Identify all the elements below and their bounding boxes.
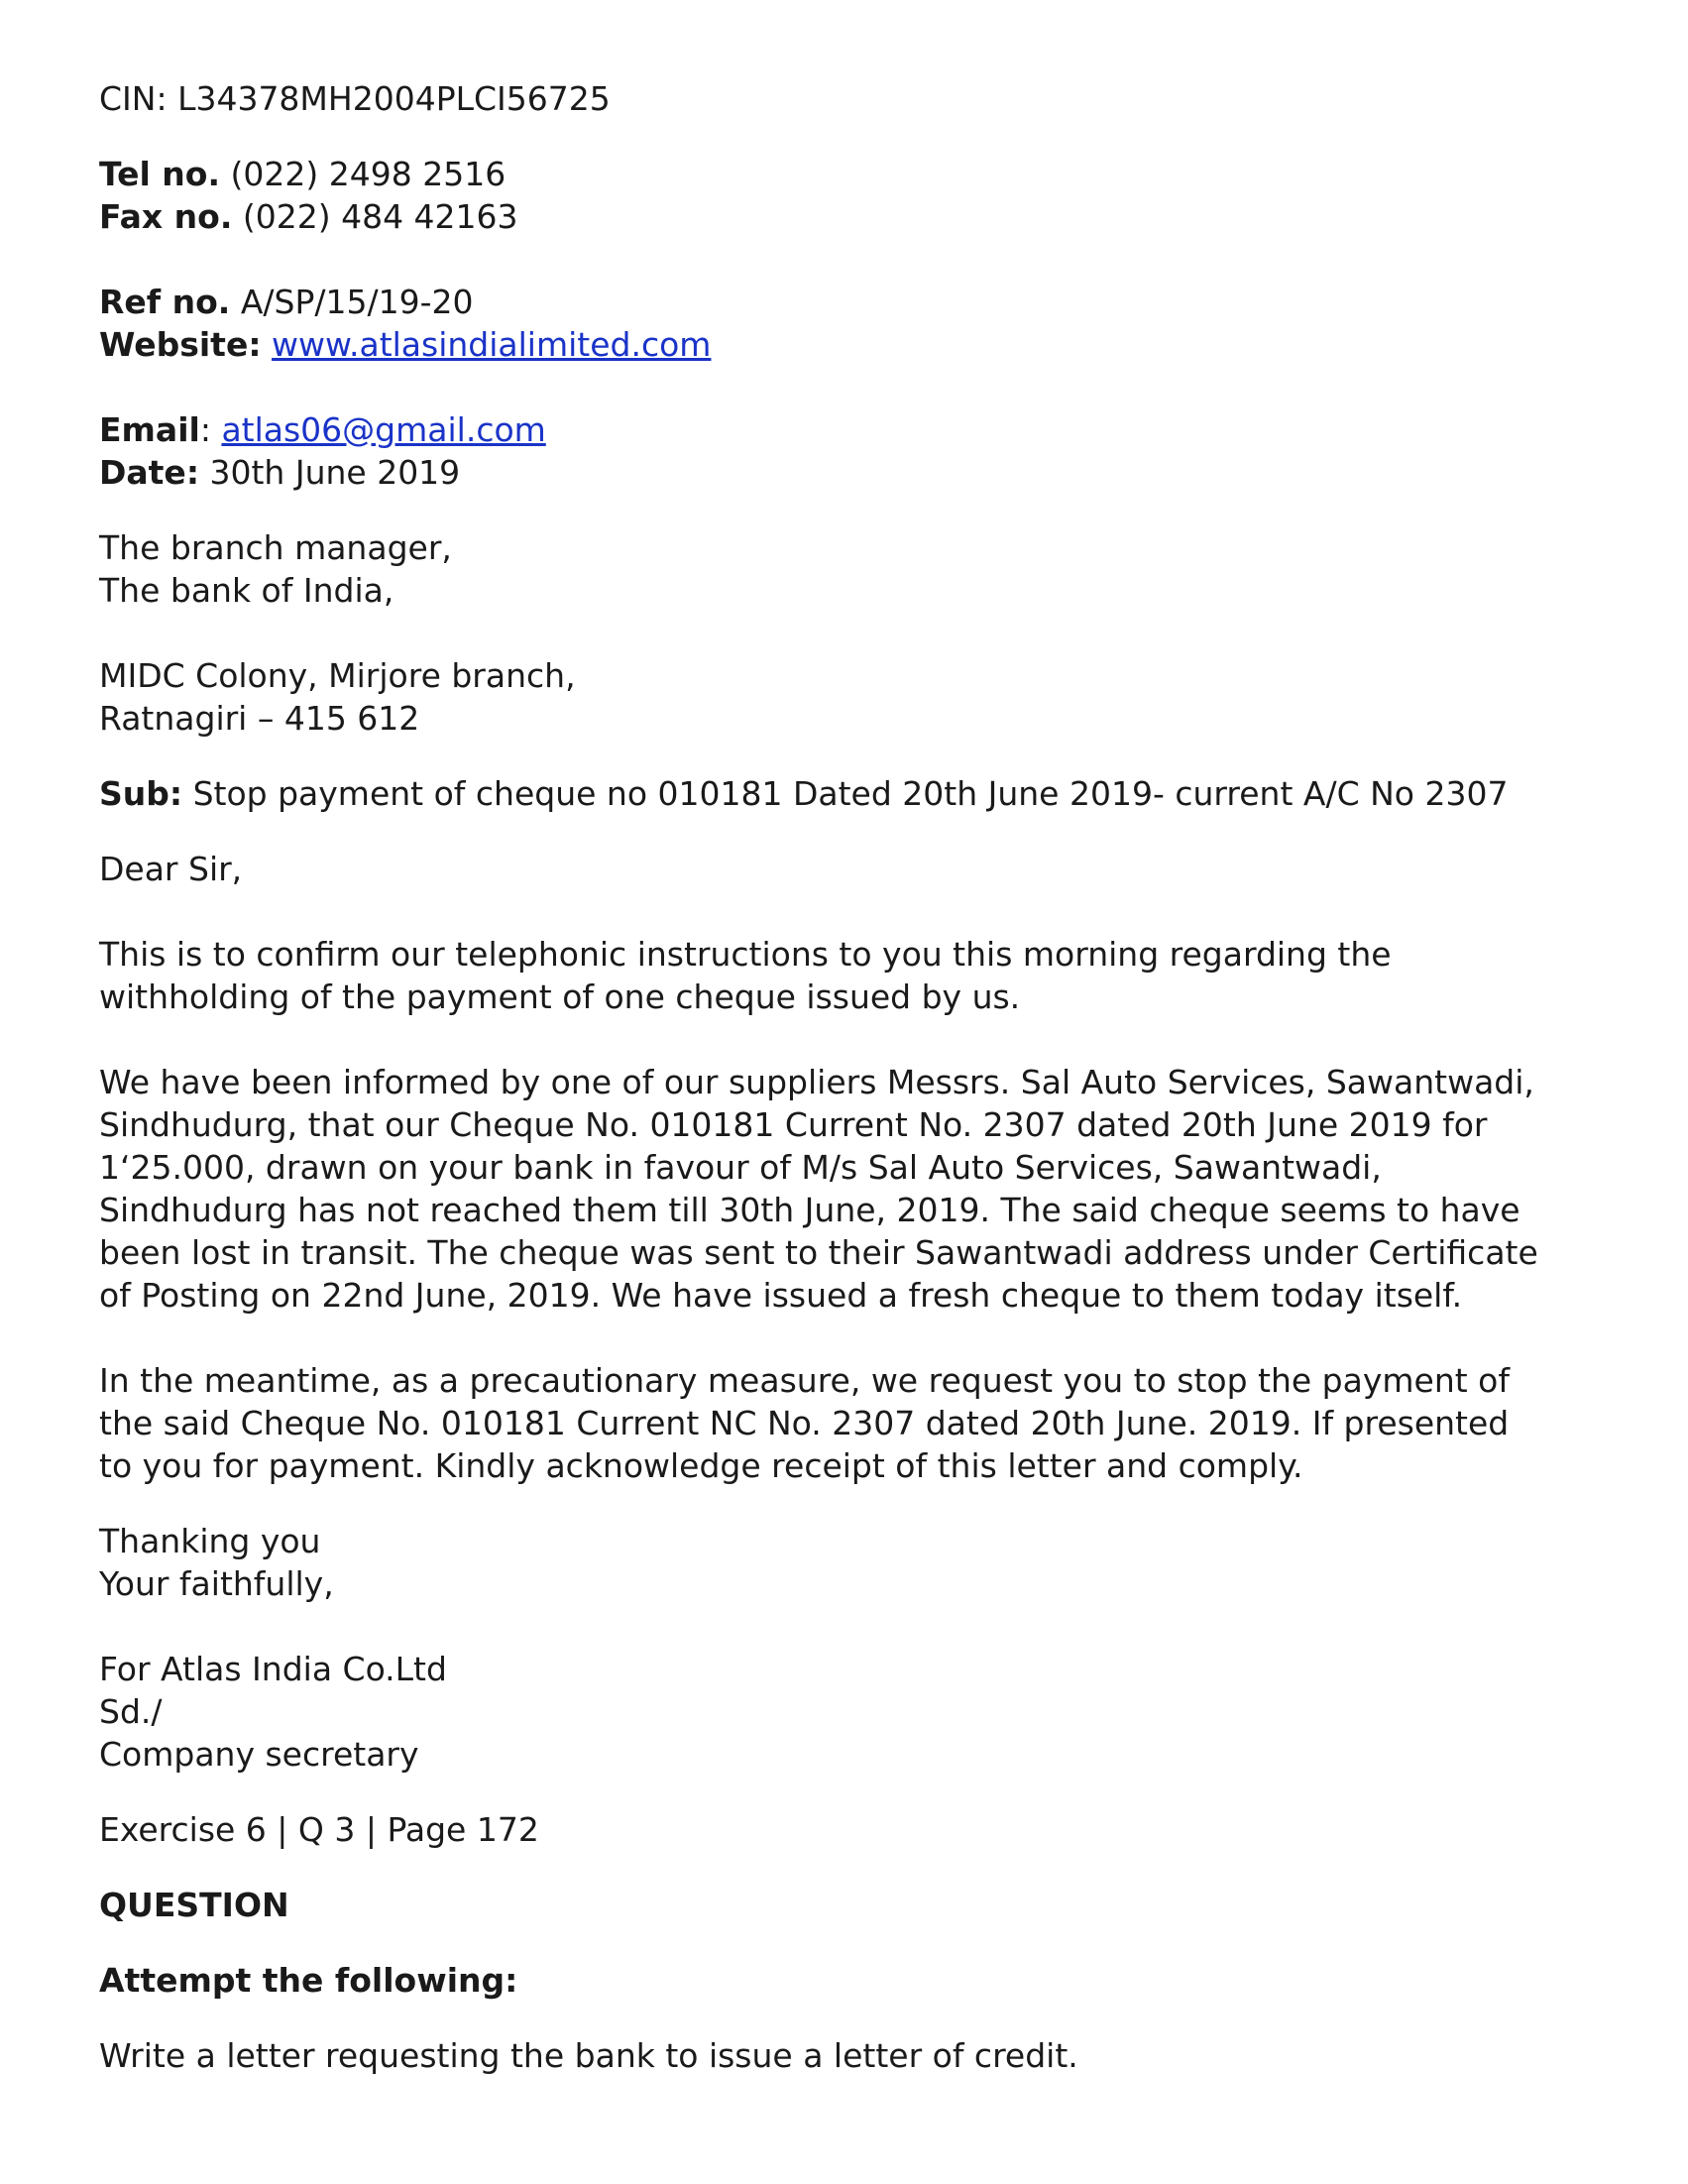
- recipient-line-2: The bank of India,: [99, 571, 394, 610]
- body-p1-line-2: withholding of the payment of one cheque issued by us.: [99, 977, 1021, 1016]
- subject-text: Stop payment of cheque no 010181 Dated 20th June 2019- current A/C No 2307: [182, 774, 1509, 813]
- email-label: Email: [99, 410, 200, 449]
- website-line: [99, 323, 1606, 366]
- question-text: Write a letter requesting the bank to issue a letter of credit.: [99, 2036, 1078, 2075]
- body-p2-line-3: 1‘25.000, drawn on your bank in favour of M/s Sal Auto Services, Sawantwadi,: [99, 1148, 1382, 1187]
- fax-line: [99, 195, 1606, 238]
- salutation: Dear Sir,: [99, 850, 243, 888]
- question-heading: QUESTION: [99, 1886, 289, 1924]
- tel-label: Tel no.: [99, 155, 221, 193]
- body-p2-line-1: We have been informed by one of our suppliers Messrs. Sal Auto Services, Sawantwadi,: [99, 1063, 1534, 1101]
- ref-value: A/SP/15/19-20: [230, 283, 474, 321]
- body-p2-line-4: Sindhudurg has not reached them till 30th June, 2019. The said cheque seems to have: [99, 1191, 1520, 1229]
- body-p2-line-6: of Posting on 22nd June, 2019. We have issued a fresh cheque to them today itself.: [99, 1276, 1463, 1315]
- fax-value: (022) 484 42163: [232, 197, 518, 236]
- closing-line-2: Your faithfully,: [99, 1564, 334, 1603]
- date-label: Date:: [99, 453, 200, 492]
- fax-label: Fax no.: [99, 197, 233, 236]
- closing-line-1: Thanking you: [99, 1522, 321, 1560]
- tel-value: (022) 2498 2516: [220, 155, 506, 193]
- body-p2-line-2: Sindhudurg, that our Cheque No. 010181 Current No. 2307 dated 20th June 2019 for: [99, 1105, 1488, 1144]
- ref-label: Ref no.: [99, 283, 231, 321]
- closing-line-4: Sd./: [99, 1692, 163, 1731]
- email-line: [99, 408, 1606, 451]
- body-p3-line-1: In the meantime, as a precautionary measure, we request you to stop the payment of: [99, 1361, 1510, 1400]
- date-value: 30th June 2019: [199, 453, 461, 492]
- body-p2-line-5: been lost in transit. The cheque was sent to their Sawantwadi address under Certificate: [99, 1233, 1538, 1272]
- recipient-line-4: Ratnagiri – 415 612: [99, 699, 420, 738]
- website-label: Website:: [99, 325, 262, 364]
- email-link[interactable]: atlas06@gmail.com: [221, 410, 546, 449]
- tel-line: [99, 153, 1606, 195]
- body-p1-line-1: This is to confirm our telephonic instructions to you this morning regarding the: [99, 935, 1392, 974]
- email-separator: :: [199, 410, 222, 449]
- body-p3-line-2: the said Cheque No. 010181 Current NC No. 2307 dated 20th June. 2019. If presented: [99, 1404, 1510, 1442]
- closing-line-3: For Atlas India Co.Ltd: [99, 1650, 447, 1688]
- letter-page: [99, 77, 1606, 2077]
- date-line: [99, 451, 1606, 494]
- cin-line: CIN: L34378MH2004PLCI56725: [99, 79, 611, 118]
- attempt-heading: Attempt the following:: [99, 1961, 518, 2000]
- recipient-line-3: MIDC Colony, Mirjore branch,: [99, 656, 576, 695]
- exercise-reference: Exercise 6 | Q 3 | Page 172: [99, 1810, 539, 1849]
- website-link[interactable]: www.atlasindialimited.com: [272, 325, 712, 364]
- subject-label: Sub:: [99, 774, 183, 813]
- body-p3-line-3: to you for payment. Kindly acknowledge receipt of this letter and comply.: [99, 1446, 1303, 1485]
- recipient-line-1: The branch manager,: [99, 528, 452, 567]
- subject-line: [99, 772, 1606, 815]
- closing-line-5: Company secretary: [99, 1735, 419, 1774]
- ref-line: [99, 281, 1606, 323]
